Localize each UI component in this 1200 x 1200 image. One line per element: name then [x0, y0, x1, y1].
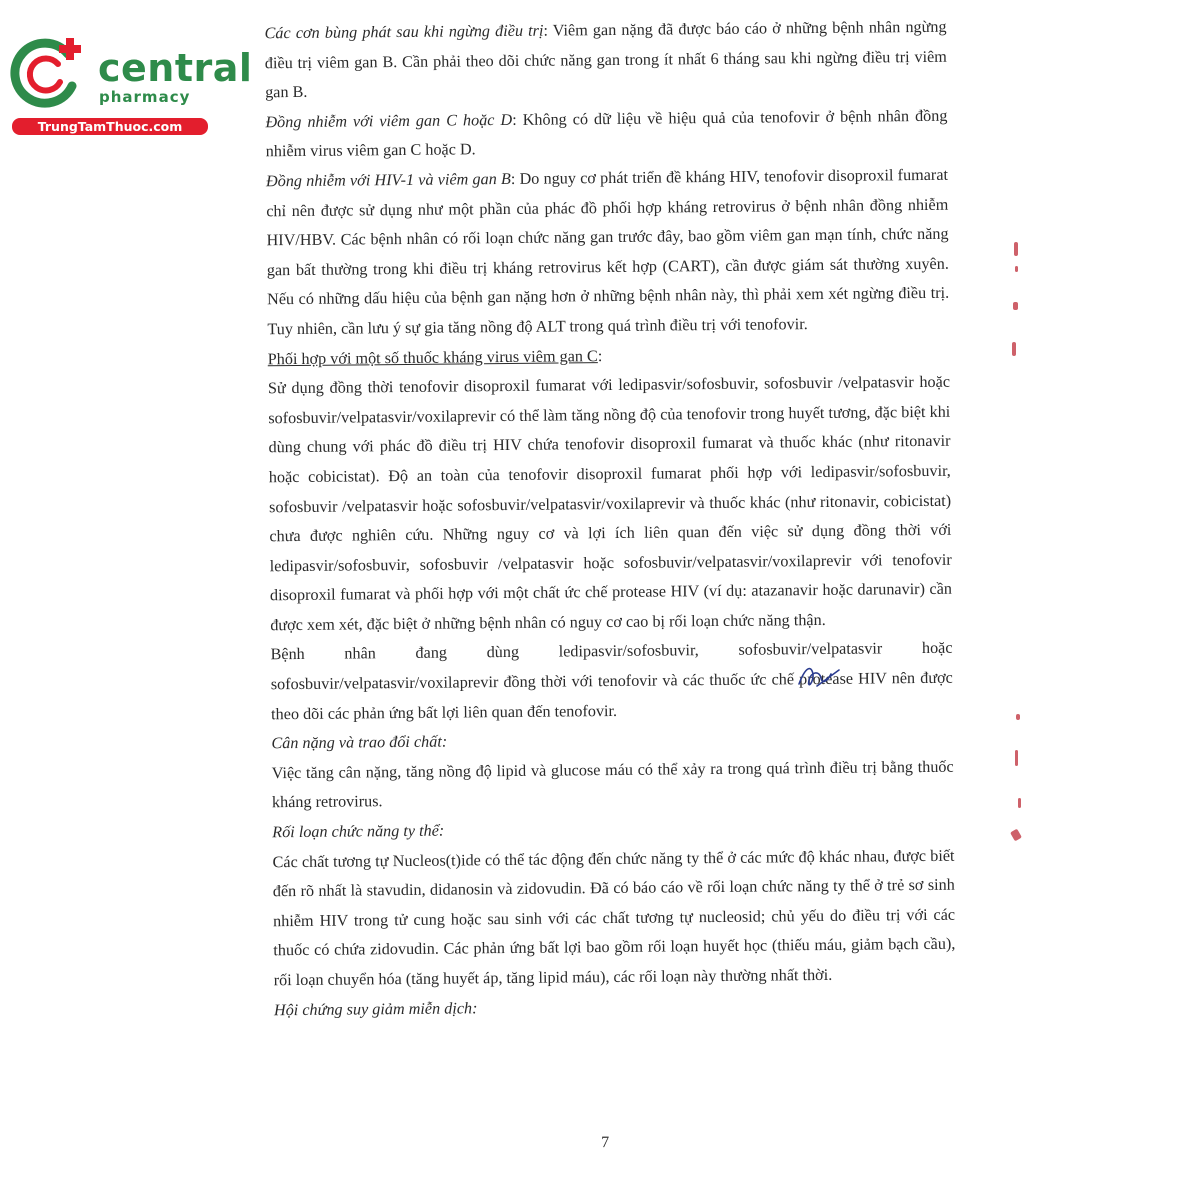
heading-flare-ups: Các cơn bùng phát sau khi ngừng điều trị — [264, 21, 544, 43]
heading-mitochondrial: Rối loạn chức năng ty thể: — [272, 821, 445, 842]
brand-name: central — [98, 46, 253, 90]
paragraph-weight-metabolism: Việc tăng cân nặng, tăng nồng độ lipid và glucose máu có thể xảy ra trong quá trình điều trị bằng thuốc kháng retrovirus. — [271, 757, 954, 812]
pharmacy-logo — [10, 36, 253, 136]
paragraph-hcv-hdv — [265, 102, 948, 168]
document-page — [264, 13, 957, 1179]
heading-hiv-hbv: Đồng nhiễm với HIV-1 và viêm gan B — [265, 169, 511, 191]
paragraph-flare-ups — [264, 13, 947, 108]
text-hiv-hbv: : Do nguy cơ phát triển đề kháng HIV, tenofovir disoproxil fumarat chỉ nên được sử dụng như một phần của phác đồ phối hợp kháng retrovirus ở bệnh nhân đồng nhiễm HIV/HBV. Các bệnh nhân có rối loạn chức năng gan trước đây, bao gồm viêm gan mạn tính, chức năng gan bất thường trong khi điều trị kháng retrovirus kết hợp (CART), cần được giám sát thường xuyên. Nếu có những dấu hiệu của bệnh gan nặng hơn ở những bệnh nhân này, thì phải xem xét ngừng điều trị. Tuy nhiên, cần lưu ý sự gia tăng nồng độ ALT trong quá trình điều trị với tenofovir. — [266, 165, 950, 339]
brand-subtitle: pharmacy — [99, 88, 191, 106]
heading-hcv-hdv: Đồng nhiễm với viêm gan C hoặc D — [265, 110, 513, 132]
paragraph-hcv-antivirals: Sử dụng đồng thời tenofovir disoproxil fumarat với ledipasvir/sofosbuvir, sofosbuvir /velpatasvir hoặc sofosbuvir/velpatasvir/voxilaprevir có thể làm tăng nồng độ của tenofovir trong huyết tương, đặc biệt khi dùng chung với phác đồ điều trị HIV chứa tenofovir disoproxil fumarat và thuốc khác (như ritonavir hoặc cobicistat). Độ an toàn của tenofovir disoproxil fumarat phối hợp với ledipasvir/sofosbuvir, sofosbuvir /velpatasvir hoặc sofosbuvir/velpatasvir/voxilaprevir và thuốc khác (như ritonavir, cobicistat) chưa được nghiên cứu. Những nguy cơ và lợi ích liên quan đến việc sử dụng đồng thời với ledipasvir/sofosbuvir, sofosbuvir /velpatasvir hoặc sofosbuvir/velpatasvir/voxilaprevir với tenofovir disoproxil fumarat và phối hợp với một chất ức chế protease HIV (ví dụ: atazanavir hoặc darunavir) cần được xem xét, đặc biệt ở những bệnh nhân có nguy cơ cao bị rối loạn chức năng thận. — [267, 372, 953, 635]
handwritten-initials-signature — [795, 660, 845, 694]
page-number: 7 — [601, 1134, 610, 1152]
heading-hcv-antivirals-text: Phối hợp với một số thuốc kháng virus viêm gan C — [267, 346, 598, 368]
brand-url: TrungTamThuoc.com — [12, 118, 208, 135]
paragraph-hiv-hbv — [266, 161, 950, 345]
paragraph-mitochondrial: Các chất tương tự Nucleos(t)ide có thể tác động đến chức năng ty thể ở các mức độ khác nhau, được biết đến rõ nhất là stavudin, didanosin và zidovudin. Đã có báo cáo về rối loạn chức năng ty thể ở trẻ sơ sinh nhiễm HIV trong tử cung hoặc sau sinh với các chất tương tự nucleosid; chủ yếu do điều trị với các thuốc có chứa zidovudin. Các phản ứng bất lợi bao gồm rối loạn huyết học (thiếu máu, giảm bạch cầu), rối loạn chuyển hóa (tăng huyết áp, tăng lipid máu), các rối loạn này thường nhất thời. — [272, 846, 956, 990]
heading-weight-metabolism: Cân nặng và trao đổi chất: — [271, 732, 448, 753]
heading-immune-reconstitution: Hội chứng suy giảm miễn dịch: — [273, 998, 478, 1019]
text-flare-ups: : Viêm gan nặng đã được báo cáo ở những bệnh nhân ngừng điều trị viêm gan B. Cần phải theo dõi chức năng gan trong ít nhất 6 tháng sau khi ngừng điều trị viêm gan B. — [264, 17, 947, 102]
pharmacy-cross-icon — [10, 36, 94, 116]
text-hcv-hdv: : Không có dữ liệu về hiệu quả của tenofovir ở bệnh nhân đồng nhiễm virus viêm gan C hoặc D. — [265, 106, 948, 161]
red-stamp-edge-marks — [1000, 230, 1030, 870]
paragraph-monitoring: Bệnh nhân đang dùng ledipasvir/sofosbuvir, sofosbuvir/velpatasvir hoặc sofosbuvir/velpatasvir/voxilaprevir đồng thời với tenofovir và các thuốc ức chế protease HIV nên được theo dõi các phản ứng bất lợi liên quan đến tenofovir. — [270, 639, 953, 723]
heading-colon: : — [597, 346, 603, 365]
